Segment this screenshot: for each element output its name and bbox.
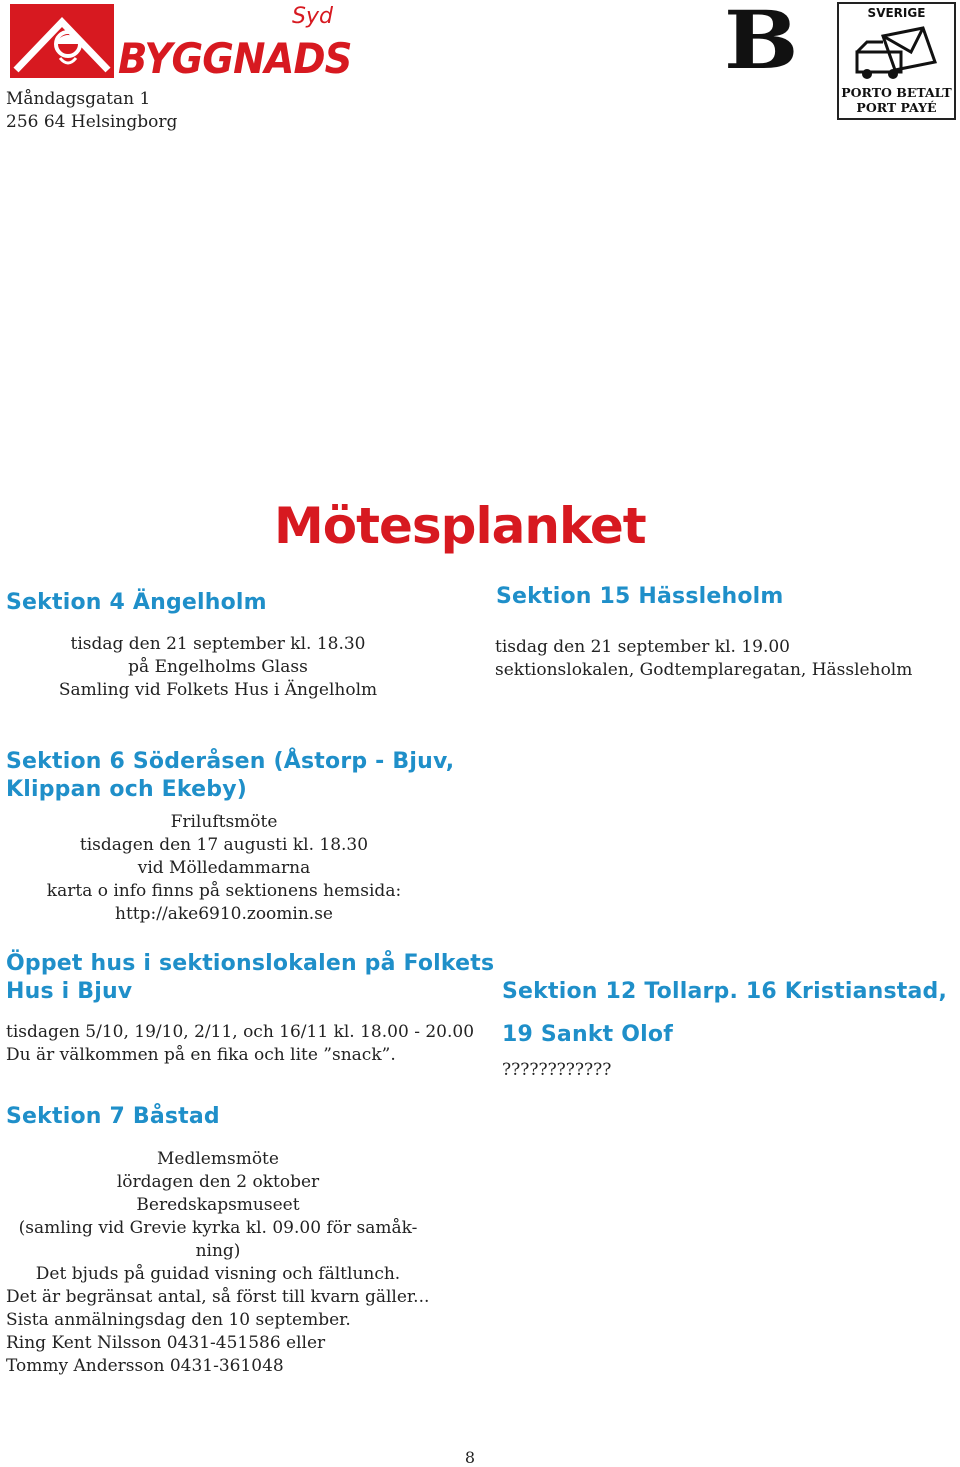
postage-stamp [837, 2, 956, 120]
section-7-line: ning) [195, 1241, 241, 1261]
section-7-line: (samling vid Grevie kyrka kl. 09.00 för samåk- [18, 1218, 418, 1238]
logo-wordmark: BYGGNADS [118, 34, 352, 83]
section-6-line: tisdagen den 17 augusti kl. 18.30 [79, 835, 369, 855]
address-city: 256 64 Helsingborg [6, 112, 178, 132]
section-6-body [6, 811, 442, 926]
section-4-body [6, 633, 430, 702]
section-12-line: ???????????? [502, 1060, 612, 1080]
section-4-heading: Sektion 4 Ängelholm [6, 590, 267, 615]
section-15-body [495, 636, 912, 682]
section-15-line: sektionslokalen, Godtemplaregatan, Hässleholm [495, 660, 913, 680]
section-7-line: Sista anmälningsdag den 10 september. [6, 1310, 351, 1330]
section-6-line: karta o info finns på sektionens hemsida: [46, 881, 402, 901]
address-street: Måndagsgatan 1 [6, 89, 151, 109]
stamp-porto-betalt: PORTO BETALT [841, 85, 952, 100]
section-4-line: Samling vid Folkets Hus i Ängelholm [58, 680, 378, 700]
open-house-heading-line: Öppet hus i sektionslokalen på Folkets [6, 951, 495, 976]
section-12-heading-line: 19 Sankt Olof [502, 1022, 673, 1047]
section-7-line: Tommy Andersson 0431-361048 [6, 1356, 284, 1376]
section-6-heading-line: Sektion 6 Söderåsen (Åstorp - Bjuv, [6, 749, 455, 774]
section-12-heading-line: Sektion 12 Tollarp. 16 Kristianstad, [502, 979, 948, 1004]
section-7-line: Ring Kent Nilsson 0431-451586 eller [6, 1333, 326, 1353]
section-7-line: Det är begränsat antal, så först till kvarn gäller... [6, 1287, 430, 1307]
mail-truck-icon [853, 22, 943, 82]
section-6-heading-line: Klippan och Ekeby) [6, 777, 248, 802]
open-house-body [6, 1021, 474, 1067]
open-house-heading [6, 950, 494, 1006]
section-6-line: Friluftsmöte [170, 812, 278, 832]
section-4-line: på Engelholms Glass [128, 657, 308, 677]
open-house-line: Du är välkommen på en fika och lite ”snack”. [6, 1045, 396, 1065]
sender-address [6, 88, 177, 134]
logo-syd-text: Syd [292, 4, 333, 29]
stamp-port-paye: PORT PAYÉ [856, 100, 937, 115]
section-7-line: Medlemsmöte [157, 1149, 279, 1169]
section-12-body [502, 1059, 611, 1082]
section-6-line: vid Mölledammarna [137, 858, 311, 878]
section-7-left-body [6, 1286, 429, 1378]
section-6-line: http://ake6910.zoomin.se [115, 904, 333, 924]
section-7-line: lördagen den 2 oktober [116, 1172, 320, 1192]
section-7-center-body [6, 1148, 430, 1286]
b-postage-mark: B [724, 0, 799, 87]
section-12-heading [502, 970, 947, 1056]
section-7-line: Det bjuds på guidad visning och fältlunch. [35, 1264, 401, 1284]
section-15-heading: Sektion 15 Hässleholm [496, 584, 784, 609]
stamp-country: SVERIGE [867, 6, 926, 20]
byggnads-logo-icon [10, 4, 114, 78]
open-house-heading-line: Hus i Bjuv [6, 979, 133, 1004]
section-7-line: Beredskapsmuseet [136, 1195, 300, 1215]
section-15-line: tisdag den 21 september kl. 19.00 [495, 637, 790, 657]
page-number: 8 [464, 1448, 476, 1467]
section-7-heading: Sektion 7 Båstad [6, 1104, 220, 1129]
section-6-heading [6, 748, 454, 804]
open-house-line: tisdagen 5/10, 19/10, 2/11, och 16/11 kl. 18.00 - 20.00 [6, 1022, 475, 1042]
page-title: Mötesplanket [274, 497, 646, 555]
section-4-line: tisdag den 21 september kl. 18.30 [70, 634, 366, 654]
